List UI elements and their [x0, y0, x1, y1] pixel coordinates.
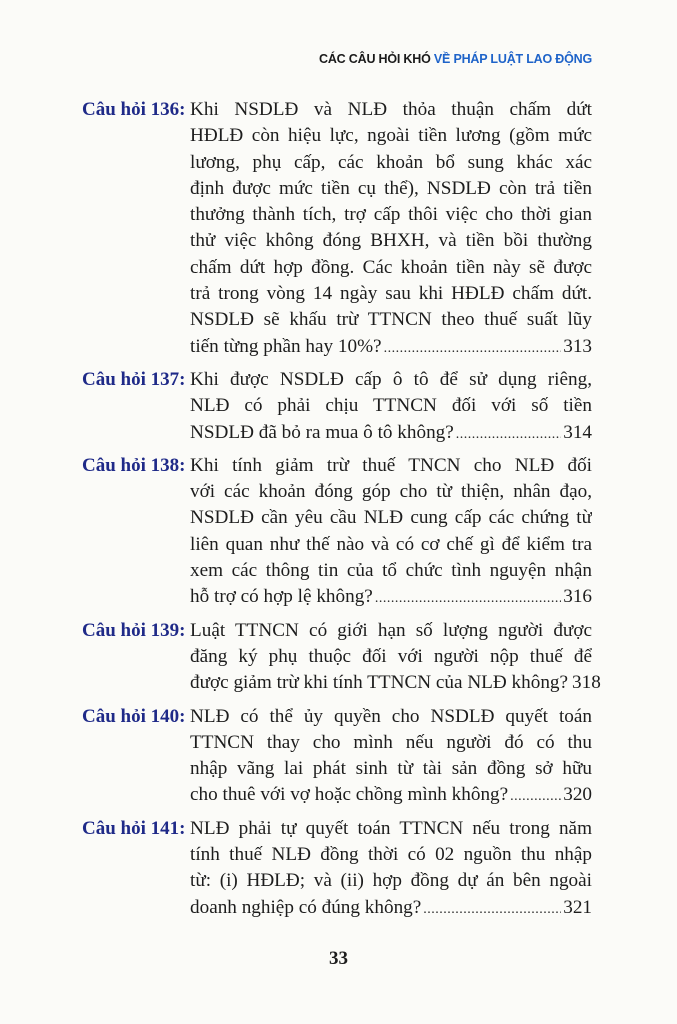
page-reference: 318	[572, 672, 601, 694]
question-line: nhập vãng lai phát sinh từ tài sản đồng sở hữu	[190, 758, 592, 780]
question-text	[190, 704, 592, 809]
question-line: với các khoản đóng góp cho từ thiện, nhân đạo,	[190, 481, 592, 503]
toc-entry[interactable]	[82, 367, 592, 446]
question-line: NLĐ có phải chịu TTNCN đối với số tiền	[190, 395, 592, 417]
question-line: cho thuê với vợ hoặc chồng mình không?	[190, 784, 509, 806]
question-line: NSDLĐ cần yêu cầu NLĐ cung cấp các chứng từ	[190, 507, 592, 529]
page-reference: 314	[563, 421, 592, 443]
question-line: NLĐ phải tự quyết toán TTNCN nếu trong năm	[190, 817, 592, 839]
question-line: Khi được NSDLĐ cấp ô tô để sử dụng riêng,	[190, 368, 592, 390]
question-line: xem các thông tin của tổ chức tình nguyện nhận	[190, 560, 592, 582]
question-last-line	[190, 782, 592, 808]
question-line: tiến từng phần hay 10%?	[190, 335, 382, 357]
question-label: Câu hỏi 141:	[82, 817, 186, 839]
header-title-part2: VỀ PHÁP LUẬT LAO ĐỘNG	[433, 52, 592, 66]
page-reference: 316	[563, 586, 592, 608]
question-text	[190, 97, 592, 360]
toc-entry[interactable]	[82, 704, 592, 809]
question-line: định được mức tiền cụ thể), NSDLĐ còn trả tiền	[190, 177, 592, 199]
page-reference: 320	[563, 784, 592, 806]
question-line: tính thuế NLĐ đồng thời có 02 nguồn thu nhập	[190, 844, 592, 866]
question-text	[190, 453, 592, 611]
question-line: đăng ký phụ thuộc đối với người nộp thuế để	[190, 645, 592, 667]
table-of-contents	[82, 97, 601, 928]
question-line: NSDLĐ đã bỏ ra mua ô tô không?	[190, 421, 454, 443]
question-line: trả trong vòng 14 ngày sau khi HĐLĐ chấm dứt.	[190, 283, 592, 305]
header-title-part1: CÁC CÂU HỎI KHÓ	[319, 52, 431, 66]
question-label: Câu hỏi 140:	[82, 705, 186, 727]
question-line: hỗ trợ có hợp lệ không?	[190, 586, 373, 608]
question-line: NSDLĐ sẽ khấu trừ TTNCN theo thuế suất lũy	[190, 309, 592, 331]
page-reference: 321	[563, 896, 592, 918]
question-line: liên quan như thế nào và có cơ chế gì để kiểm tra	[190, 533, 592, 555]
question-text	[190, 816, 592, 921]
question-label: Câu hỏi 136:	[82, 99, 186, 120]
question-line: NLĐ có thể ủy quyền cho NSDLĐ quyết toán	[190, 705, 592, 727]
dot-leader	[456, 420, 561, 448]
question-text	[190, 367, 592, 446]
question-last-line	[190, 584, 592, 610]
question-text	[190, 618, 601, 697]
dot-leader	[423, 895, 561, 923]
question-last-line	[190, 420, 592, 446]
page-reference: 313	[563, 335, 592, 357]
question-line: TTNCN thay cho mình nếu người đó có thu	[190, 731, 592, 753]
toc-entry[interactable]	[82, 618, 601, 697]
question-last-line	[190, 670, 601, 696]
toc-entry[interactable]	[82, 816, 592, 921]
question-line: doanh nghiệp có đúng không?	[190, 896, 422, 918]
question-line: lương, phụ cấp, các khoản bổ sung khác xác	[190, 151, 592, 173]
question-line: HĐLĐ còn hiệu lực, ngoài tiền lương (gồm mức	[190, 125, 592, 147]
toc-entry[interactable]	[82, 453, 592, 611]
question-label: Câu hỏi 137:	[82, 368, 186, 390]
question-line: thưởng thành tích, trợ cấp thôi việc cho thời gian	[190, 204, 592, 226]
question-label: Câu hỏi 139:	[82, 619, 186, 641]
dot-leader	[510, 782, 561, 810]
question-line: Khi NSDLĐ và NLĐ thỏa thuận chấm dứt	[190, 99, 592, 120]
page-number: 33	[329, 948, 348, 969]
question-last-line	[190, 334, 592, 360]
dot-leader	[375, 584, 561, 612]
question-label: Câu hỏi 138:	[82, 454, 186, 476]
dot-leader	[384, 334, 562, 362]
question-line: Khi tính giảm trừ thuế TNCN cho NLĐ đối	[190, 454, 592, 476]
toc-entry[interactable]	[82, 97, 592, 360]
question-line: thử việc không đóng BHXH, và tiền bồi thường	[190, 230, 592, 252]
question-line: chấm dứt hợp đồng. Các khoản tiền này sẽ được	[190, 256, 592, 278]
question-line: từ: (i) HĐLĐ; và (ii) hợp đồng dự án bên ngoài	[190, 870, 592, 892]
running-header	[319, 52, 592, 66]
question-line: được giảm trừ khi tính TTNCN của NLĐ không?	[190, 672, 569, 694]
question-last-line	[190, 895, 592, 921]
question-line: Luật TTNCN có giới hạn số lượng người được	[190, 619, 592, 641]
